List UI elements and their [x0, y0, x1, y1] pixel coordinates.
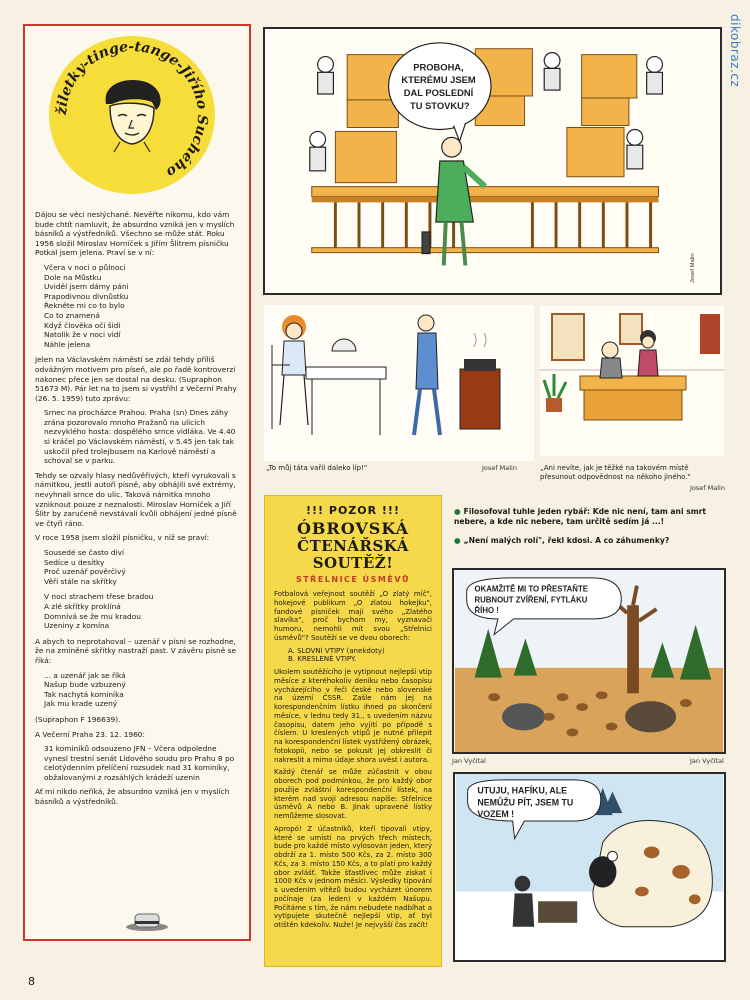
contest-title-2: ČTENÁŘSKÁ SOUTĚŽ!: [297, 537, 409, 572]
song-verse-3: [35, 592, 241, 630]
verse-line: Věří stále na skřítky: [44, 576, 117, 586]
speech-line: UTUJU, HAFÍKU, ALE: [477, 785, 568, 796]
winter-dog-cartoon-drawing: [455, 774, 724, 960]
joke-item: ● „Není malých rolí", řekl kdosi. A co záhumenky?: [454, 536, 670, 545]
title-badge: [49, 36, 215, 194]
portrait-icon: [106, 80, 161, 152]
verse-line: Našup bude vzbuzený: [44, 680, 126, 690]
page-number: 8: [28, 975, 35, 988]
verse-line: Prapodivnou divnůstku: [44, 291, 129, 301]
article-text: [35, 210, 241, 812]
restaurant-cartoon-drawing: [264, 305, 534, 461]
artist-left-middle: Josef Malin: [482, 464, 517, 472]
speech-line: DAL POSLEDNÍ: [403, 87, 474, 98]
speech-line: KTERÉMU JSEM: [401, 75, 476, 86]
article-paragraph: A abych to neprotahoval – uzenář v písni se rozhodne, že na zmíněné skřítky nastraží past. V závěru písně se říká:: [35, 636, 236, 665]
speech-line: NEMŮŽU PÍT, JSEM TU: [477, 797, 574, 808]
verse-line: Co to znamená: [44, 310, 100, 320]
verse-line: Když člověka oči šidí: [44, 320, 121, 330]
newspaper-quote: 31 kominíků odsouzeno JFN – Včera odpoledne vynesl trestní senát Lidového soudu pro Prahu 8 po celotýdenním přelíčení rozsudek nad 31 kominíky, obžalovanými z rozsáhlých krádeží uzenin: [44, 744, 235, 782]
hat-icon: [125, 910, 169, 932]
contest-prizes: Apropó! Z účastníků, kteří tipovali vtipy, které se umístí na prvých třech místech, bude pro každé místo vylosován jeden, který obdrží za 1. místo 500 Kčs, za 2. místo 300 Kčs, za 3. místo 150 Kčs, a to platí pro každý obor zvlášť. Takže šťastlivec může získat i 1000 Kčs v jednom měsíci. Výsledky tipování s uvedením vítězů budou vycházet únorem počínaje (za leden) v každém Našupu. Počítáme s tím, že nám nebudete nadbíhat a vytipujete skutečně nejlepší vtip, ať byl otištěn kdekoliv. Nuže! Je nejvyšší čas začít!: [274, 824, 432, 929]
newspaper-quote: Srnec na procházce Prahou. Praha (sn) Dnes záhy zrána pozorovalo mnoho Pražanů na ulicích nezvyklého hosta: dospělého srnce vidláka. Ve 4.40 si kráčel po Václavském náměstí, v 5.45 jen tak tak uskočil před trolejbusem na Karlově náměstí a schoval se v parku.: [44, 408, 236, 466]
verse-line: Řekněte mi co to bylo: [44, 301, 125, 311]
verse-line: Domnívá se že mu kradou: [44, 611, 141, 621]
contest-alert: !!! POZOR !!!: [306, 504, 400, 517]
reader-contest-box: [264, 495, 442, 967]
article-paragraph: A Večerní Praha 23. 12. 1960:: [35, 729, 145, 739]
song-verse-1: [35, 263, 241, 349]
artist-forest-right: Jan Vyčítal: [690, 757, 724, 765]
joke-item: ● Filosofoval tuhle jeden rybář: Kde nic není, tam ani smrt nebere, a kde nic nebere, tam určitě sedím já ...!: [454, 507, 706, 526]
caption-left: „To můj táta vařil daleko líp!": [266, 464, 368, 472]
verse-line: V noci strachem třese bradou: [44, 592, 154, 602]
article-paragraph: Ať mi nikdo neříká, že absurdno vzniká jen v myslích básníků a výstředníků.: [35, 787, 230, 807]
contest-title-1: ÓBROVSKÁ: [296, 519, 410, 538]
desk-cartoon: [540, 306, 724, 456]
verse-line: Jak mu krade uzený: [44, 699, 118, 709]
verse-line: Včera v noci o půlnoci: [44, 262, 126, 272]
verse-line: Uzeniny z komína: [44, 621, 110, 631]
contest-body: [274, 590, 432, 930]
artist-signature: Josef Malin: [689, 253, 696, 284]
bullet-icon: ●: [454, 507, 461, 516]
office-cartoon-drawing: [265, 29, 720, 293]
verse-line: Proč uzenář pověrčivý: [44, 567, 126, 577]
article-paragraph: (Supraphon F 196639).: [35, 714, 121, 724]
contest-subtitle: STŘELNICE ÚSMĚVŮ: [295, 575, 411, 584]
speech-line: PROBOHA,: [413, 62, 464, 73]
speech-line: ŘÍHO !: [474, 606, 499, 616]
verse-line: A zlé skřítky proklíná: [44, 601, 121, 611]
contest-category-b: B. KRESLENÉ VTIPY.: [288, 655, 357, 664]
verse-line: Sousedé se často diví: [44, 548, 125, 557]
bullet-icon: ●: [454, 536, 461, 545]
short-jokes: [454, 507, 726, 555]
watermark: dikobraz.cz: [728, 14, 742, 88]
article-paragraph: V roce 1958 jsem složil písničku, v níž se praví:: [35, 533, 210, 543]
contest-rules: Každý čtenář se může zúčastnit v obou oborech pod podmínkou, že pro každý obor použije zvláštní korespondenční lístek, na kterém nad svoji adresou napíše: Střelnice úsměvů A nebo B. Jinak upravené lístky nemůžeme slosovat.: [274, 768, 432, 820]
restaurant-cartoon: [264, 305, 534, 461]
badge-illustration: [49, 36, 215, 194]
contest-category-a: A. SLOVNÍ VTIPY (anekdoty): [288, 646, 385, 655]
caption-right: „Ani nevíte, jak je těžké na takovém místě přesunout odpovědnost na někoho jiného.": [540, 464, 691, 481]
song-verse-2: [35, 548, 241, 586]
verse-line: Dole na Můstku: [44, 272, 102, 282]
article-paragraph: Tehdy se ozvaly hlasy nedůvěřivých, kteří vyrukovali s námitkou, jestli autoři písně, aby obhájili své extrémy, nevyhnali srnce do ulic. Taková námitka mnoho vzniknout pouze z neznalosti. Miroslav Horníček a Jiří Šlitr by zaručeně nevstávali kvůli obhájení jedné písně ve čtyři ráno.: [35, 470, 237, 528]
speech-line: OKAMŽITĚ MI TO PŘESTAŇTE: [474, 584, 588, 594]
verse-line: ... a uzenář jak se říká: [44, 670, 126, 680]
desk-cartoon-drawing: [540, 306, 724, 456]
artist-forest-left: Jan Vyčítal: [452, 757, 486, 765]
song-verse-4: [35, 671, 241, 709]
winter-dog-cartoon: [453, 772, 726, 962]
verse-line: Natolik že v noci vidí: [44, 330, 121, 340]
office-cartoon: [263, 27, 722, 295]
contest-rules: Ukolem soutěžícího je vytipnout nejlepší vtip měsíce z kteréhokoliv deníku nebo časopisu vycházejícího v řeči české nebo slovenské na území ČSSR. Zašle nám jej na korespondenčním lístku ihned po skončení měsíce, v lednu tedy 31., s uvedením názvu časopisu, datem jeho vyjití po případě s číslem. U kreslených vtipů je nutné přilepit na korespondenční lístek vystřižený obrázek, fotokopii, nebo se pokusit jej obkreslit či nakreslit a mimo údaje shora uvést i autora.: [274, 668, 432, 764]
article-paragraph: Jelen na Václavském náměstí se zdál tehdy příliš odvážným motivem pro píseň, ale po řadě kontroverzí nakonec přece jen se dostal na desku. (Supraphon 51673 M). Pár let na to jsem si vystřihl z Večerní Prahy (26. 5. 1959) tuto zprávu:: [35, 355, 237, 403]
speech-line: VOZEM !: [477, 809, 515, 820]
verse-line: Tak nachytá kominíka: [44, 689, 124, 699]
forest-cartoon-drawing: [454, 570, 724, 752]
verse-line: Náhle jelena: [44, 339, 91, 349]
verse-line: Sedíce u desítky: [44, 557, 105, 567]
forest-cartoon: [452, 568, 726, 754]
artist-right-middle: Josef Malin: [690, 484, 725, 492]
contest-intro: Fotbalová veřejnost soutěží „O zlatý míč", hokejové publikum „O zlatou hokejku", fandové písniček mají svého „Zlatého slavíka", proč bychom my, vyznavači humoru, nemohli mít svou „Střelnici úsměvů"? Soutěží se ve dvou oborech:: [274, 590, 432, 642]
badge-text: žiletky-tinge-tange-Jiřího Suchého: [53, 38, 211, 181]
article-paragraph: Dájou se věci neslýchané. Nevěřte nikomu, kdo vám bude chtít namluvit, že absurdno vzniká jen v myslích básníků a výstředníků. Všechno se může stát. Roku 1956 složil Miroslav Horníček s Jiřím Šlitrem písničku Potkal jsem jelena. Praví se v ní:: [35, 210, 235, 258]
speech-line: TU STOVKU?: [410, 100, 470, 111]
verse-line: Uviděl jsem dámy páni: [44, 282, 129, 292]
left-column-article: [23, 24, 251, 941]
speech-line: RUBNOUT ZVÍŘENÍ, FYTLÁKU: [474, 595, 588, 605]
